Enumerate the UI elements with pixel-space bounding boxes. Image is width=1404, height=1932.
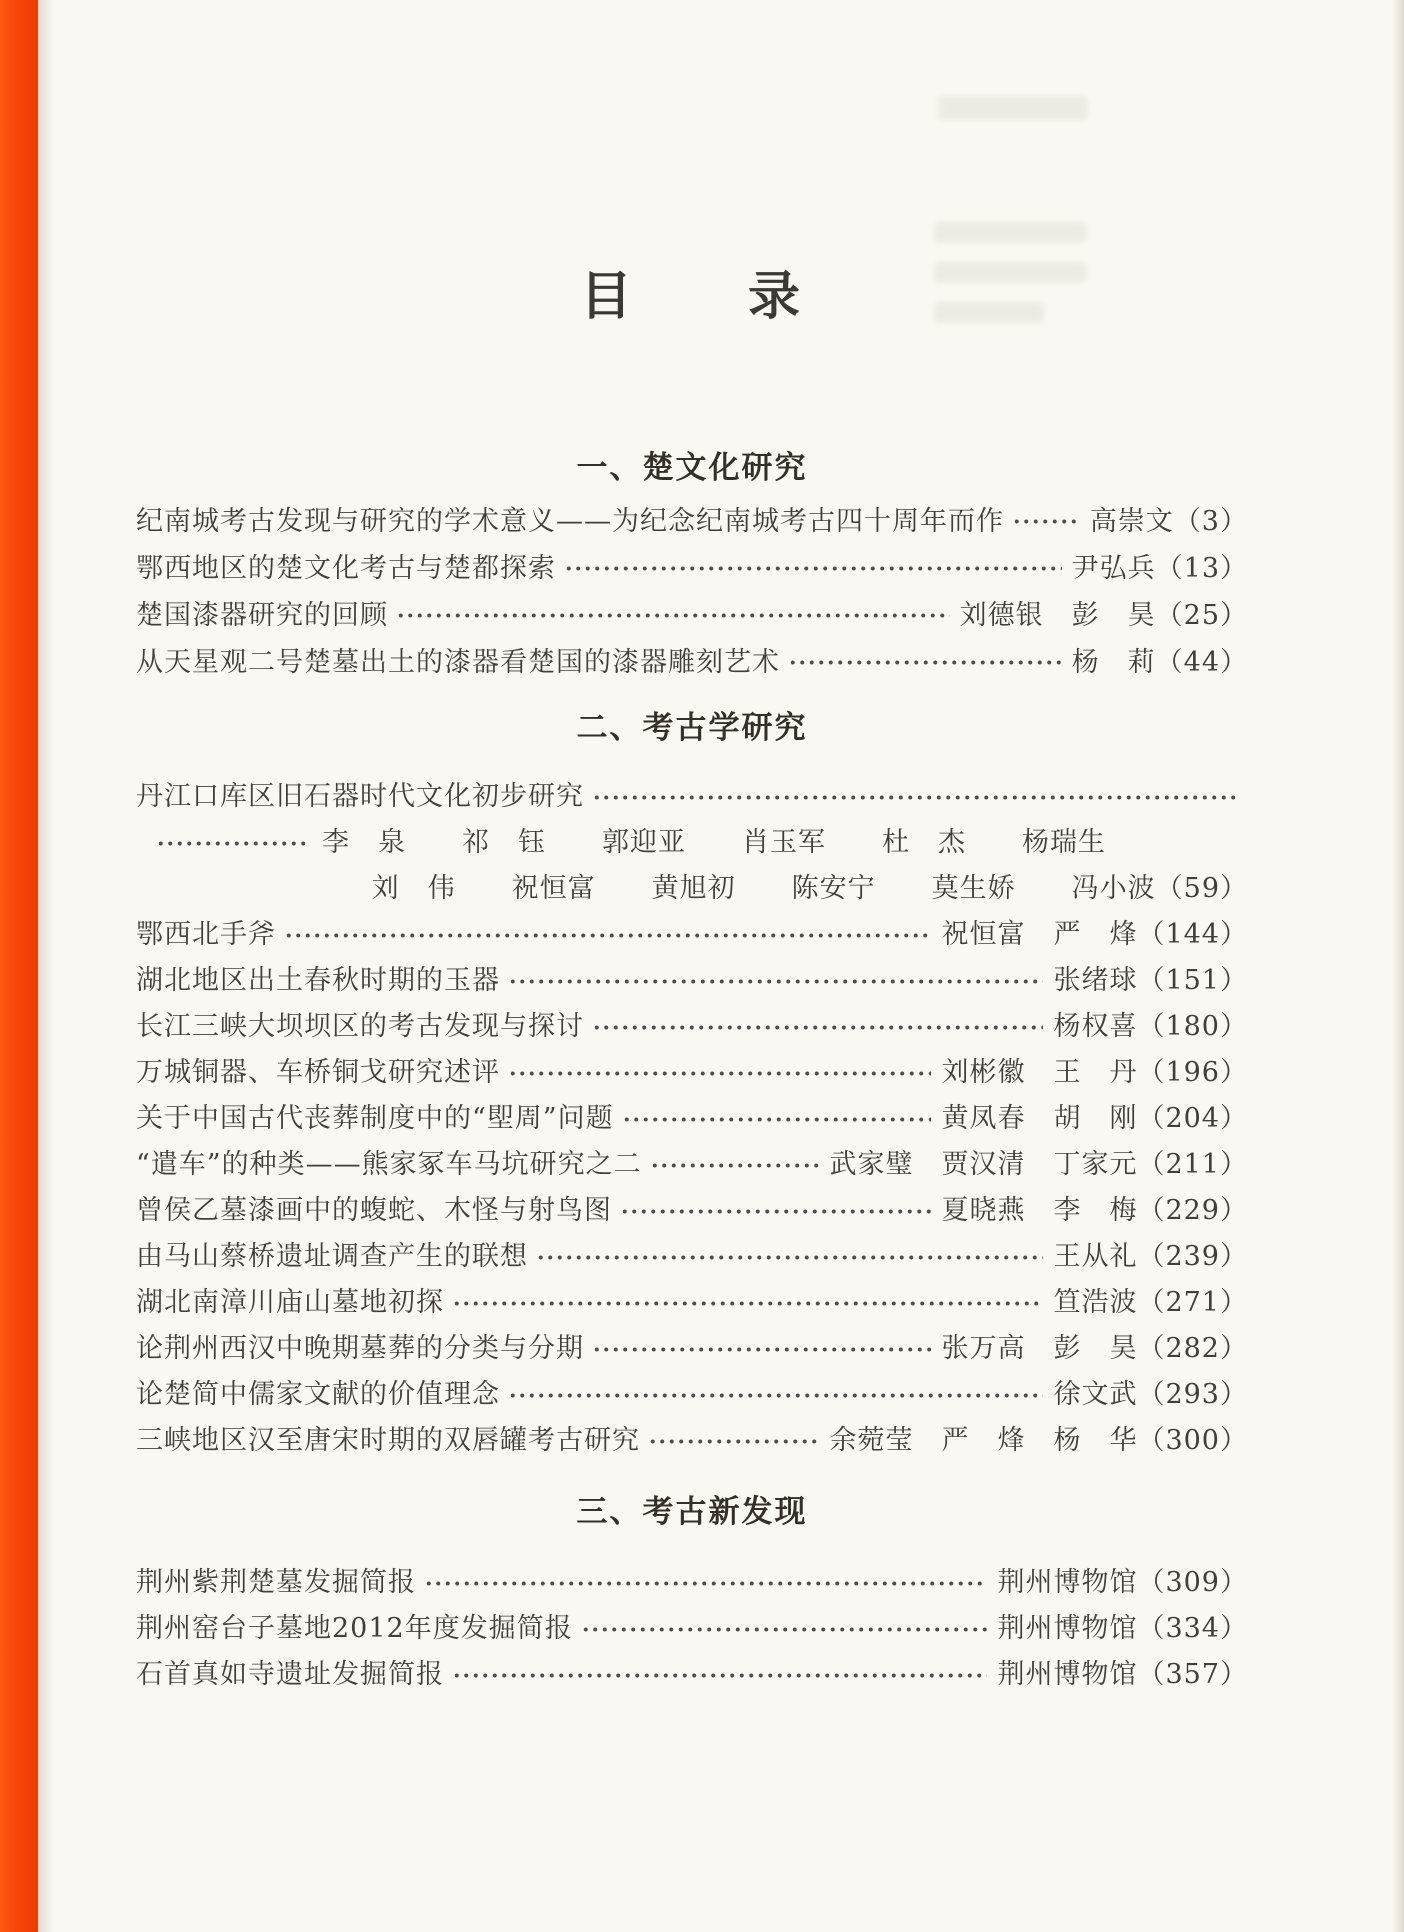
entry-page-number: （309） (1137, 1567, 1248, 1598)
book-spine-edge (0, 0, 38, 1932)
toc-entry (136, 1652, 1248, 1698)
entry-page-number: （334） (1137, 1613, 1248, 1644)
entry-page-number: （151） (1137, 965, 1248, 996)
entry-authors: 祝恒富 严 烽 (941, 919, 1138, 950)
dot-leader (564, 555, 1062, 582)
toc-entry (136, 1188, 1248, 1234)
entry-title: 鄂西北手斧 (136, 919, 276, 950)
toc-entry (136, 958, 1248, 1004)
entry-page-number: （13） (1155, 553, 1248, 584)
entry-authors: 余菀莹 严 烽 杨 华 (829, 1425, 1138, 1456)
entry-authors: 夏晓燕 李 梅 (941, 1195, 1138, 1226)
dot-leader (622, 1106, 932, 1133)
entry-authors: 武家璧 贾汉清 丁家元 (829, 1149, 1138, 1180)
dot-leader (1012, 508, 1080, 535)
toc-entry (136, 1050, 1248, 1096)
entry-page-number: （211） (1137, 1149, 1248, 1180)
entry-page-number: （59） (1155, 873, 1248, 904)
section-heading-archaeology: 二、考古学研究 (576, 710, 808, 746)
page-right-edge-shadow (1392, 0, 1404, 1932)
section-heading-new-discoveries: 三、考古新发现 (576, 1494, 808, 1530)
dot-leader (650, 1152, 820, 1179)
entry-authors: 笪浩波 (1053, 1287, 1138, 1318)
dot-leader (592, 1336, 931, 1363)
entry-page-number: （204） (1137, 1103, 1248, 1134)
toc-entry-continuation (136, 820, 1248, 866)
toc-entry (136, 1280, 1248, 1326)
toc-entry (136, 1096, 1248, 1142)
dot-leader (424, 1570, 987, 1597)
entry-title: 湖北地区出土春秋时期的玉器 (136, 965, 500, 996)
toc-entry-continuation (136, 866, 1248, 912)
toc-entry (136, 1372, 1248, 1418)
toc-entry (136, 639, 1248, 686)
entry-title: 荆州紫荆楚墓发掘简报 (136, 1567, 416, 1598)
entry-authors: 刘德银 彭 昊 (959, 600, 1156, 631)
dot-leader (508, 1382, 1043, 1409)
entry-authors: 荆州博物馆 (997, 1659, 1138, 1690)
dot-leader (788, 649, 1062, 676)
toc-entry (136, 774, 1248, 820)
dot-leader (581, 1616, 988, 1643)
entry-title: 三峡地区汉至唐宋时期的双唇罐考古研究 (136, 1425, 640, 1456)
entry-authors: 李 泉 祁 钰 郭迎亚 肖玉军 杜 杰 杨瑞生 (322, 827, 1106, 858)
page-left-edge-shadow (38, 0, 54, 1932)
entry-page-number: （357） (1137, 1659, 1248, 1690)
entry-authors: 王从礼 (1053, 1241, 1138, 1272)
entry-page-number: （44） (1155, 647, 1248, 678)
entry-page-number: （3） (1173, 506, 1248, 537)
dot-leader (592, 784, 1238, 811)
entry-title: 楚国漆器研究的回顾 (136, 600, 388, 631)
entry-page-number: （282） (1137, 1333, 1248, 1364)
entry-authors: 张绪球 (1053, 965, 1138, 996)
entry-page-number: （144） (1137, 919, 1248, 950)
dot-leader (592, 1014, 1043, 1041)
toc-entry (136, 912, 1248, 958)
dot-leader (536, 1244, 1043, 1271)
section-entries-2 (136, 774, 1248, 1464)
entry-authors: 荆州博物馆 (997, 1567, 1138, 1598)
toc-entry (136, 1606, 1248, 1652)
toc-entry (136, 545, 1248, 592)
entry-authors: 高崇文 (1089, 506, 1174, 537)
entry-page-number: （300） (1137, 1425, 1248, 1456)
entry-page-number: （196） (1137, 1057, 1248, 1088)
entry-authors: 杨权喜 (1053, 1011, 1138, 1042)
entry-authors: 荆州博物馆 (997, 1613, 1138, 1644)
section-entries-3 (136, 1560, 1248, 1698)
dot-leader (396, 602, 950, 629)
entry-page-number: （293） (1137, 1379, 1248, 1410)
entry-authors: 杨 莉 (1071, 647, 1156, 678)
entry-title: 长江三峡大坝坝区的考古发现与探讨 (136, 1011, 584, 1042)
entry-title: 由马山蔡桥遗址调查产生的联想 (136, 1241, 528, 1272)
entry-title: 万城铜器、车桥铜戈研究述评 (136, 1057, 500, 1088)
entry-title: 论楚简中儒家文献的价值理念 (136, 1379, 500, 1410)
toc-entry (136, 1326, 1248, 1372)
dot-leader (452, 1662, 987, 1689)
dot-leader (620, 1198, 931, 1225)
entry-title: 论荆州西汉中晚期墓葬的分类与分期 (136, 1333, 584, 1364)
entry-authors: 刘 伟 祝恒富 黄旭初 陈安宁 莫生娇 冯小波 (371, 873, 1156, 904)
toc-entry (136, 1004, 1248, 1050)
entry-title: 丹江口库区旧石器时代文化初步研究 (136, 781, 584, 812)
entry-page-number: （239） (1137, 1241, 1248, 1272)
dot-leader (452, 1290, 1043, 1317)
entry-title: 曾侯乙墓漆画中的蝮蛇、木怪与射鸟图 (136, 1195, 612, 1226)
section-heading-chu-culture: 一、楚文化研究 (576, 450, 808, 486)
toc-entry (136, 498, 1248, 545)
dot-leader (156, 830, 308, 857)
dot-leader (648, 1428, 819, 1455)
entry-title: 石首真如寺遗址发掘简报 (136, 1659, 444, 1690)
entry-title: 荆州窑台子墓地2012年度发掘简报 (136, 1613, 573, 1644)
entry-title: 纪南城考古发现与研究的学术意义——为纪念纪南城考古四十周年而作 (136, 506, 1004, 537)
toc-entry (136, 1560, 1248, 1606)
toc-entry (136, 1234, 1248, 1280)
entry-page-number: （229） (1137, 1195, 1248, 1226)
entry-title: 湖北南漳川庙山墓地初探 (136, 1287, 444, 1318)
entry-authors: 刘彬徽 王 丹 (941, 1057, 1138, 1088)
entry-authors: 尹弘兵 (1071, 553, 1156, 584)
entry-title: 关于中国古代丧葬制度中的“堲周”问题 (136, 1103, 614, 1134)
page-title: 目 录 (579, 266, 804, 327)
toc-entry (136, 1142, 1248, 1188)
entry-page-number: （180） (1137, 1011, 1248, 1042)
toc-entry (136, 592, 1248, 639)
dot-leader (284, 922, 931, 949)
toc-entry (136, 1418, 1248, 1464)
toc-content (136, 0, 1248, 1698)
entry-authors: 徐文武 (1053, 1379, 1138, 1410)
entry-title: 鄂西地区的楚文化考古与楚都探索 (136, 553, 556, 584)
entry-title: 从天星观二号楚墓出土的漆器看楚国的漆器雕刻艺术 (136, 647, 780, 678)
section-entries-1 (136, 498, 1248, 686)
dot-leader (508, 968, 1043, 995)
entry-page-number: （25） (1155, 600, 1248, 631)
entry-authors: 张万高 彭 昊 (941, 1333, 1138, 1364)
dot-leader (508, 1060, 931, 1087)
entry-authors: 黄凤春 胡 刚 (941, 1103, 1138, 1134)
entry-title: “遣车”的种类——熊家冢车马坑研究之二 (136, 1149, 642, 1180)
entry-page-number: （271） (1137, 1287, 1248, 1318)
